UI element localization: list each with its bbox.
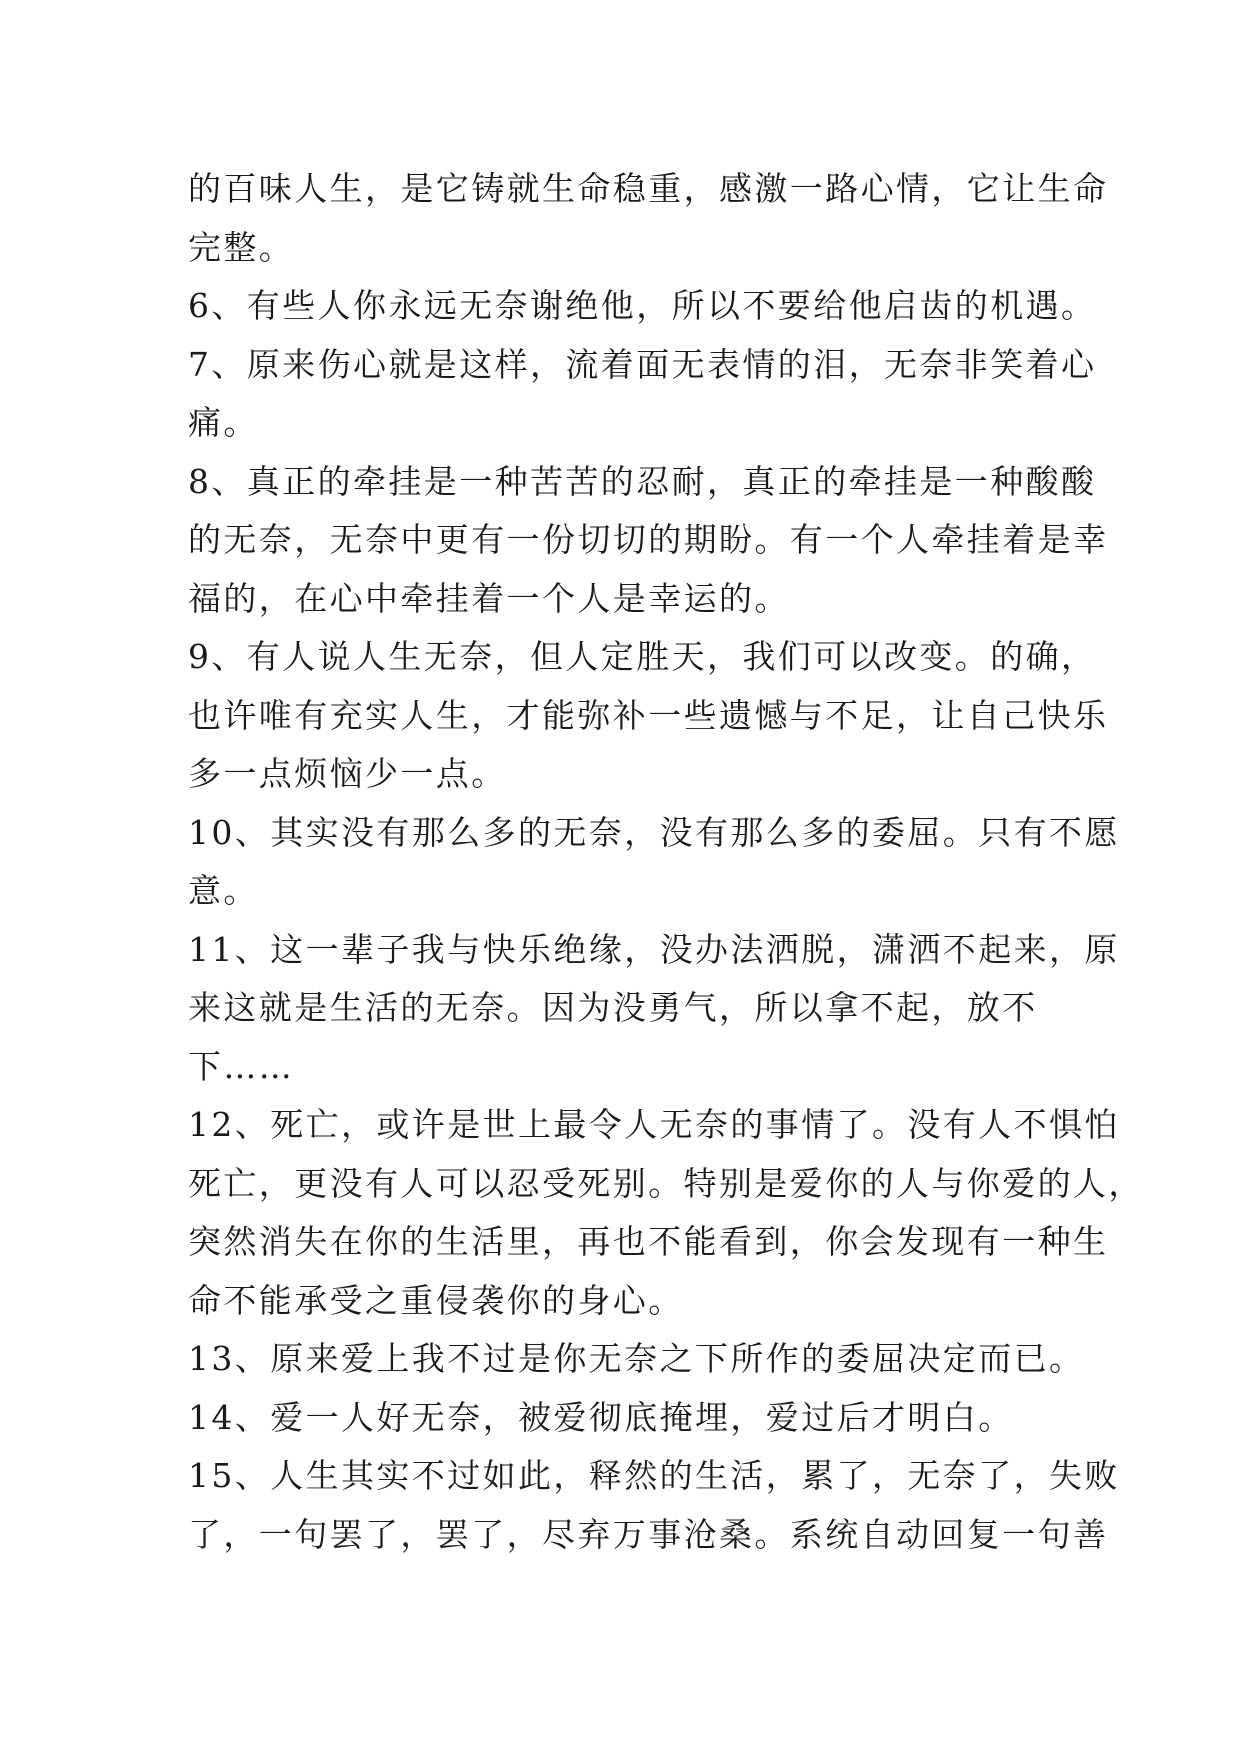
text-line: 14、爱一人好无奈，被爱彻底掩埋，爱过后才明白。 — [188, 1397, 1014, 1437]
text-line: 意。 — [188, 871, 259, 910]
text-line: 完整。 — [188, 227, 295, 267]
text-line: 痛。 — [188, 403, 259, 442]
text-line: 8、真正的牵挂是一种苦苦的忍耐，真正的牵挂是一种酸酸 — [188, 461, 1097, 501]
text-line: 7、原来伤心就是这样，流着面无表情的泪，无奈非笑着心 — [188, 344, 1097, 384]
text-line: 多一点烦恼少一点。 — [188, 754, 507, 793]
text-line: 命不能承受之重侵袭你的身心。 — [188, 1280, 684, 1320]
text-line: 10、其实没有那么多的无奈，没有那么多的委屈。只有不愿 — [188, 812, 1120, 852]
text-line: 13、原来爱上我不过是你无奈之下所作的委屈决定而已。 — [188, 1339, 1085, 1378]
text-line: 突然消失在你的生活里，再也不能看到，你会发现有一种生 — [188, 1222, 1109, 1261]
text-line: 了，一句罢了，罢了，尽弃万事沧桑。系统自动回复一句善 — [188, 1514, 1109, 1554]
text-line: 11、这一辈子我与快乐绝缘，没办法洒脱，潇洒不起来，原 — [188, 929, 1120, 969]
text-line: 15、人生其实不过如此，释然的生活，累了，无奈了，失败 — [188, 1456, 1120, 1495]
text-line: 12、死亡，或许是世上最令人无奈的事情了。没有人不惧怕 — [188, 1105, 1120, 1144]
text-line: 6、有些人你永远无奈谢绝他，所以不要给他启齿的机遇。 — [188, 286, 1097, 325]
text-line: 的百味人生，是它铸就生命稳重，感激一路心情，它让生命 — [188, 169, 1109, 208]
text-line: 死亡，更没有人可以忍受死别。特别是爱你的人与你爱的人， — [188, 1163, 1144, 1203]
text-line: 也许唯有充实人生，才能弥补一些遗憾与不足，让自己快乐 — [188, 695, 1109, 735]
text-line: 福的，在心中牵挂着一个人是幸运的。 — [188, 578, 790, 618]
text-line: 9、有人说人生无奈，但人定胜天，我们可以改变。的确， — [188, 637, 1097, 676]
text-line: 的无奈，无奈中更有一份切切的期盼。有一个人牵挂着是幸 — [188, 520, 1109, 559]
document-body — [188, 160, 1144, 1564]
text-line: 来这就是生活的无奈。因为没勇气，所以拿不起，放不 — [188, 988, 1038, 1027]
text-line: 下…… — [188, 1046, 295, 1086]
